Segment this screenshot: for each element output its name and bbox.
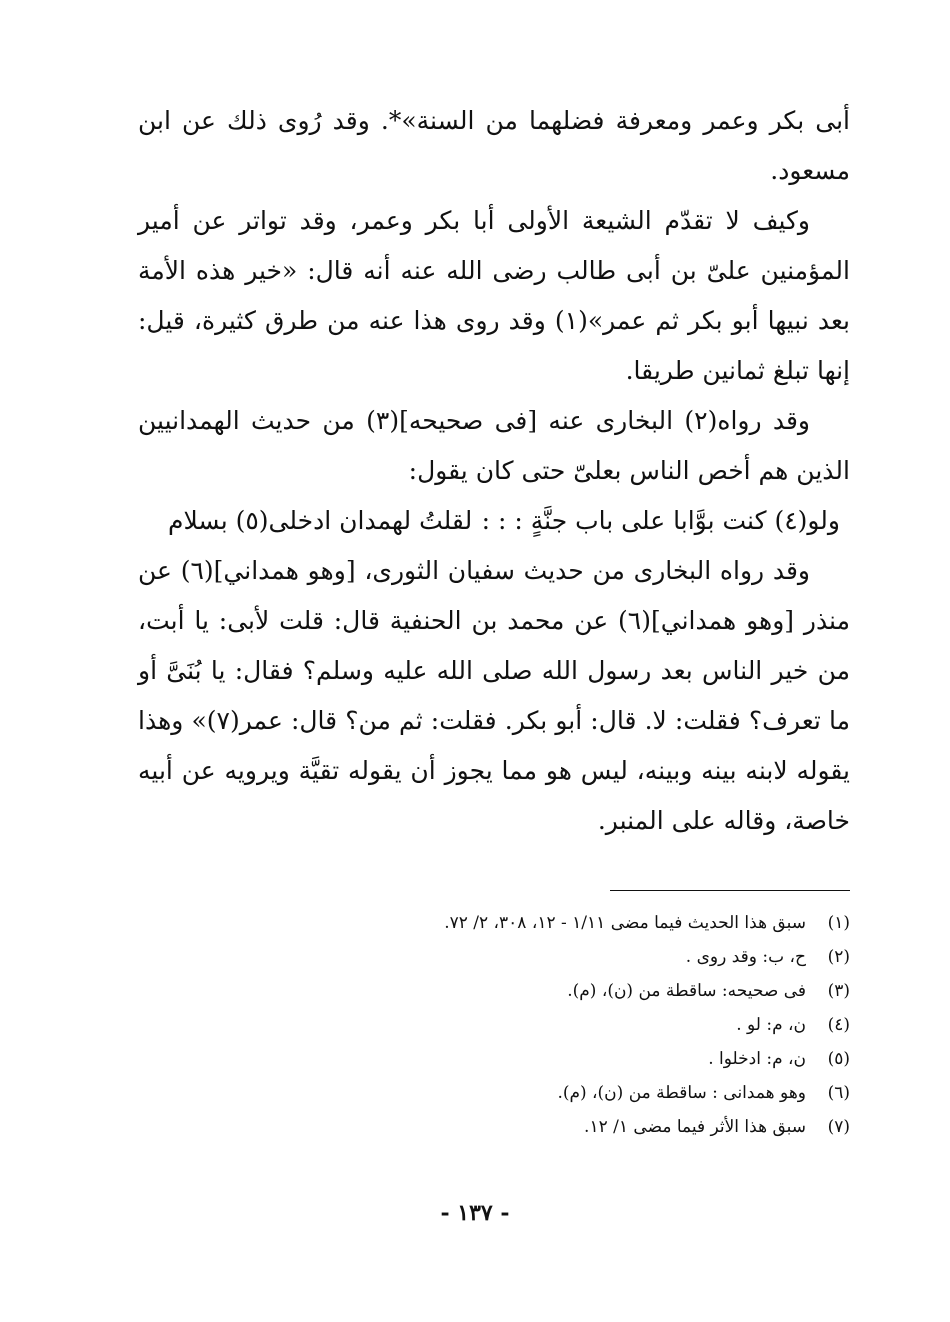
footnote-text: وهو همدانى : ساقطة من (ن)، (م). xyxy=(557,1083,806,1103)
main-text xyxy=(138,96,850,846)
poetry-verse xyxy=(138,496,850,546)
footnote-text: ن، م: ادخلوا . xyxy=(708,1049,806,1069)
footnotes xyxy=(300,906,850,1144)
footnote-item xyxy=(300,1110,850,1144)
verse-second-hemistich: لقلتُ لهمدان ادخلى(٥) بسلام xyxy=(168,506,473,535)
footnote-number: (٧) xyxy=(827,1117,850,1137)
footnote-number: (٤) xyxy=(827,1015,850,1035)
paragraph-2: وكيف لا تقدّم الشيعة الأولى أبا بكر وعمر، وقد تواتر عن أمير المؤمنين علىّ بن أبى طالب رضى الله عنه أنه قال: «خير هذه الأمة بعد نبيها أبو بكر ثم عمر»(١) وقد روى هذا عنه من طرق كثيرة، قيل: إنها تبلغ ثمانين طريقا. xyxy=(138,206,850,385)
footnote-number: (٣) xyxy=(827,981,850,1001)
footnote-number: (٦) xyxy=(827,1083,850,1103)
footnote-item xyxy=(300,1076,850,1110)
footnote-number: (٥) xyxy=(827,1049,850,1069)
paragraph-1: أبى بكر وعمر ومعرفة فضلهما من السنة»*. وقد رُوى ذلك عن ابن مسعود. xyxy=(138,106,850,185)
footnote-item xyxy=(300,1042,850,1076)
paragraph-4: وقد رواه البخارى من حديث سفيان الثورى، [وهو همداني](٦) عن منذر [وهو همداني](٦) عن محمد بن الحنفية قال: قلت لأبى: يا أبت، من خير الناس بعد رسول الله صلى الله عليه وسلم؟ فقال: يا بُنَىَّ أو ما تعرف؟ فقلت: لا. قال: أبو بكر. فقلت: ثم من؟ قال: عمر(٧)» وهذا يقوله لابنه بينه وبينه، ليس هو مما يجوز أن يقوله تقيَّة ويرويه عن أبيه خاصة، وقاله على المنبر. xyxy=(138,556,850,835)
footnote-text: سبق هذا الأثر فيما مضى ١/ ١٢. xyxy=(584,1117,806,1137)
footnote-text: فى صحيحه: ساقطة من (ن)، (م). xyxy=(567,981,806,1001)
footnote-item xyxy=(300,906,850,940)
footnote-number: (٢) xyxy=(827,947,850,967)
paragraph-3: وقد رواه(٢) البخارى عنه [فى صحيحه](٣) من حديث الهمدانيين الذين هم أخص الناس بعلىّ حتى كان يقول: xyxy=(138,406,850,485)
footnote-item xyxy=(300,940,850,974)
footnote-number: (١) xyxy=(827,913,850,933)
page-number: - ١٣٧ - xyxy=(440,1200,510,1226)
footnote-text: ح، ب: وقد روى . xyxy=(685,947,806,967)
footnote-item xyxy=(300,974,850,1008)
footnote-text: ن، م: لو . xyxy=(736,1015,806,1035)
verse-first-hemistich: ولو(٤) كنت بوَّابا على باب جنَّةٍ : : : xyxy=(481,506,840,535)
footnote-text: سبق هذا الحديث فيما مضى ١/١١ - ١٢، ٣٠٨، ٢/ ٧٢. xyxy=(444,913,806,933)
footnote-divider xyxy=(610,890,850,891)
footnote-item xyxy=(300,1008,850,1042)
